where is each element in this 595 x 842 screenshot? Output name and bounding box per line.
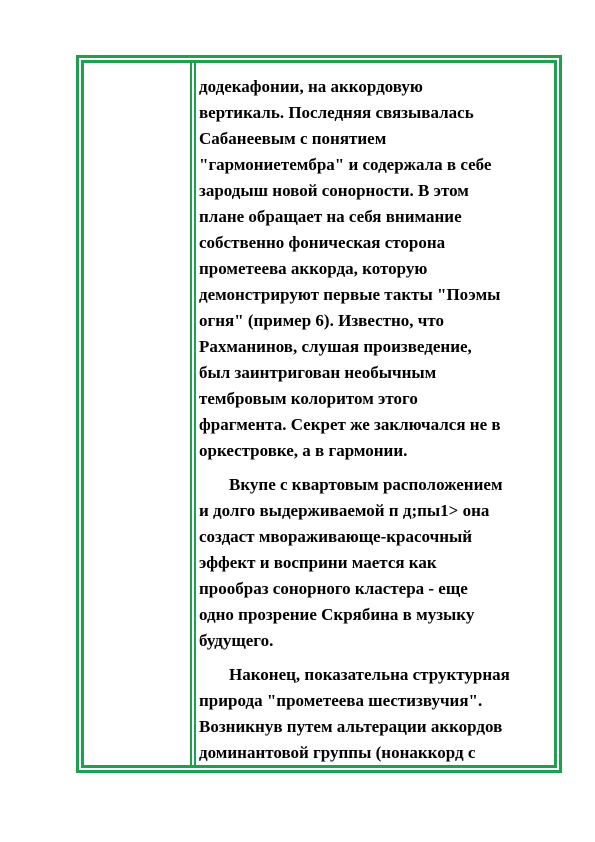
text-line: одно прозрение Скрябина в музыку [199,605,475,624]
column-divider [194,60,196,768]
text-line: "гармониетембра" и содержала в себе [199,155,492,174]
text-line: огня" (пример 6). Известно, что [199,311,444,330]
text-line: Вкупе с квартовым расположением [229,475,503,494]
text-line: прообраз сонорного кластера - еще [199,579,468,598]
text-line: Наконец, показательна структурная [229,665,510,684]
paragraph [199,74,555,464]
text-line: собственно фоническая сторона [199,233,446,252]
column-divider [190,60,192,768]
text-line: плане обращает на себя внимание [199,207,462,226]
text-line: оркестровке, а в гармонии. [199,441,408,460]
text-line: Сабанеевым с понятием [199,129,387,148]
text-line: Возникнув путем альтерации аккордов [199,717,503,736]
text-line: прометеева аккорда, которую [199,259,428,278]
text-line: вертикаль. Последняя связывалась [199,103,474,122]
text-line: зародыш новой сонорности. В этом [199,181,469,200]
paragraph [199,662,555,766]
text-line: эффект и восприни мается как [199,553,437,572]
text-line: демонстрируют первые такты "Поэмы [199,285,501,304]
text-line: додекафонии, на аккордовую [199,77,423,96]
text-line: доминантовой группы (нонаккорд с [199,743,476,762]
paragraph [199,472,555,654]
text-line: фрагмента. Секрет же заключался не в [199,415,501,434]
text-line: и долго выдерживаемой п д;пы1> она [199,501,490,520]
text-line: создаст мвораживающе-красочный [199,527,473,546]
text-line: тембровым колоритом этого [199,389,418,408]
text-line: был заинтригован необычным [199,363,437,382]
text-line: будущего. [199,631,274,650]
text-line: Рахманинов, слушая произведение, [199,337,472,356]
body-text [199,74,555,766]
text-line: природа "прометеева шестизвучия". [199,691,483,710]
